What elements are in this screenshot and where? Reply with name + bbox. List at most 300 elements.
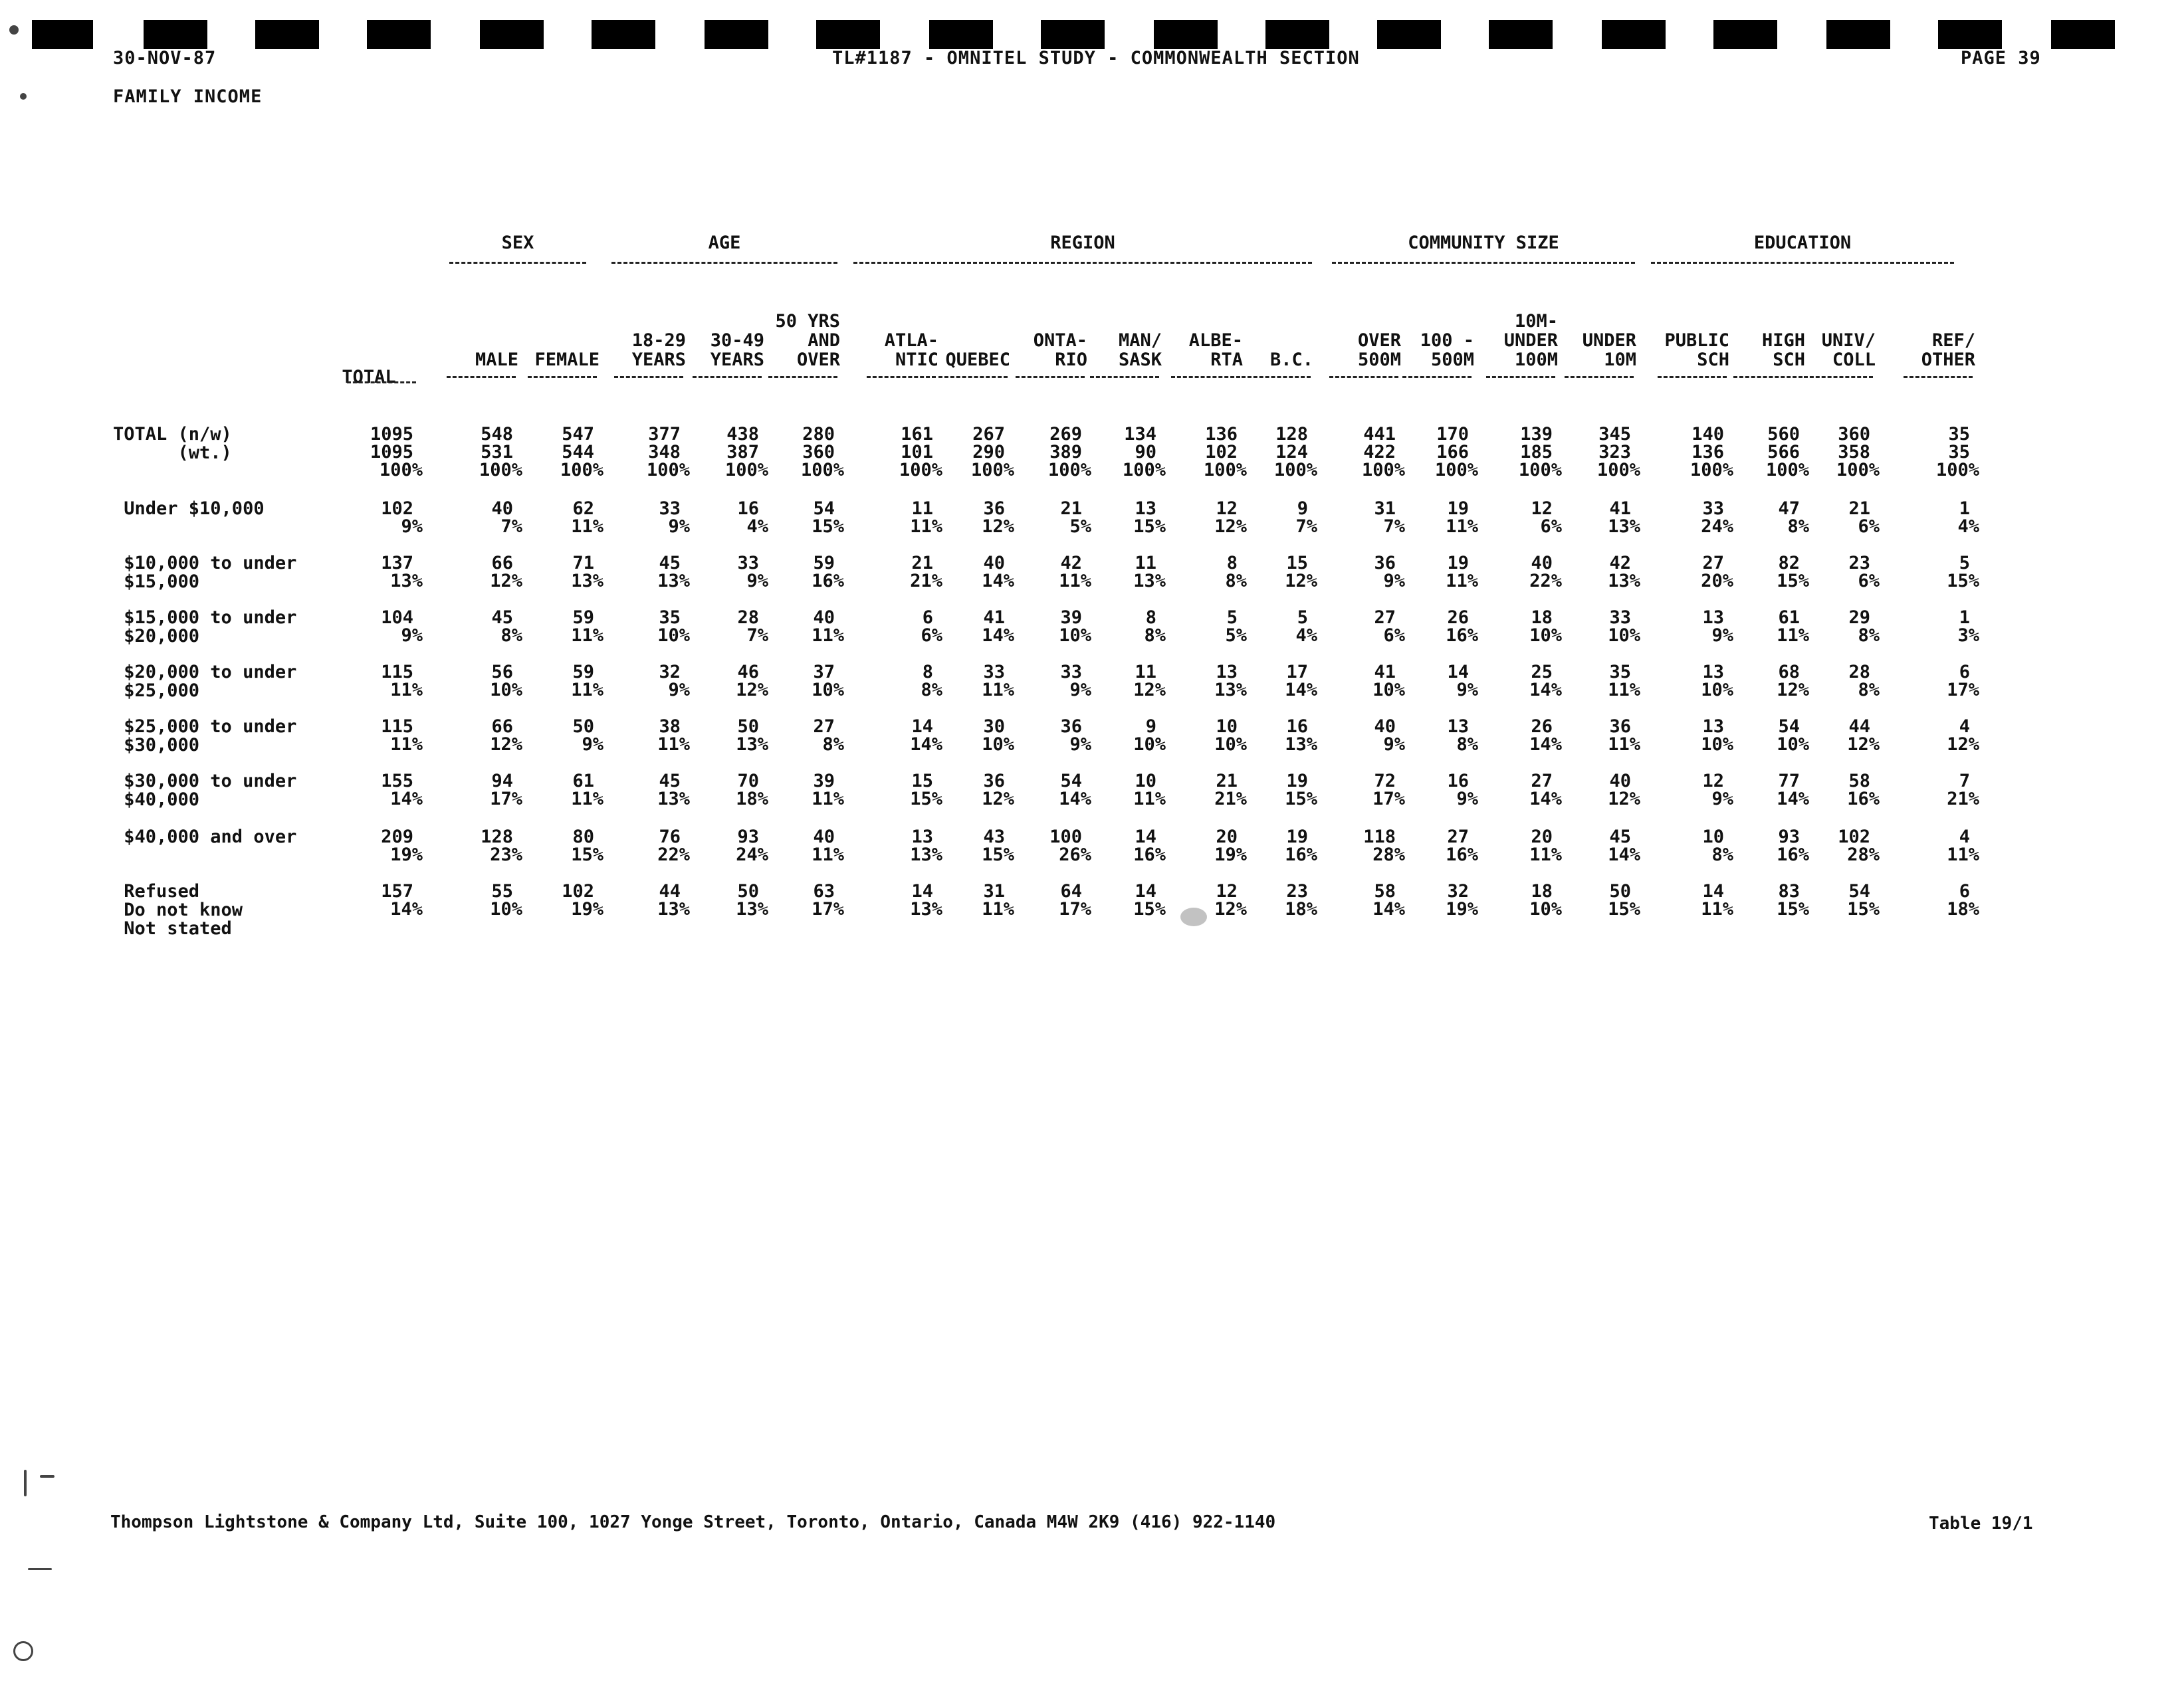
table-cell: 19 <box>1447 498 1469 519</box>
table-cell: 19 <box>1286 771 1308 791</box>
table-cell: 15% <box>982 845 1014 865</box>
table-cell: 44 <box>659 881 681 902</box>
table-cell: 290 <box>972 442 1005 462</box>
table-cell: 13% <box>1285 734 1317 755</box>
table-cell: 19% <box>1214 845 1247 865</box>
table-cell: 8% <box>1456 734 1478 755</box>
table-cell: 4 <box>1959 827 1970 847</box>
table-cell: 14 <box>911 716 933 737</box>
table-cell: 11% <box>1947 845 1979 865</box>
table-cell: 16% <box>1446 625 1478 646</box>
table-cell: 22% <box>1529 571 1562 591</box>
table-cell: 64 <box>1060 881 1082 902</box>
table-cell: 13% <box>736 899 768 920</box>
table-cell: 115 <box>381 662 413 682</box>
table-cell: 20% <box>1701 571 1733 591</box>
table-cell: 71 <box>572 553 594 573</box>
table-cell: 16 <box>737 498 759 519</box>
table-cell: 100% <box>1203 460 1247 480</box>
table-cell: 93 <box>1778 827 1800 847</box>
table-cell: 14 <box>1135 827 1156 847</box>
group-divider-age <box>611 262 837 264</box>
table-cell: 15% <box>571 845 603 865</box>
table-cell: 5% <box>1069 516 1091 537</box>
column-header-atlantic: ATLA- NTIC <box>884 330 938 370</box>
table-cell: 100% <box>646 460 690 480</box>
table-cell: 11% <box>571 680 603 700</box>
table-cell: 27 <box>1531 771 1553 791</box>
table-cell: 13% <box>910 899 942 920</box>
table-cell: 14 <box>1447 662 1469 682</box>
table-cell: 19% <box>1446 899 1478 920</box>
table-cell: 269 <box>1049 424 1082 445</box>
table-cell: 280 <box>802 424 835 445</box>
row-label: Refused Do not know Not stated <box>124 881 243 939</box>
table-cell: 12% <box>490 571 522 591</box>
table-cell: 377 <box>648 424 681 445</box>
column-header-age50: 50 YRS AND OVER <box>775 311 840 370</box>
table-cell: 9% <box>1456 789 1478 809</box>
table-cell: 9% <box>1711 789 1733 809</box>
column-header-under10m: UNDER 10M <box>1582 330 1636 370</box>
table-cell: 118 <box>1363 827 1396 847</box>
column-underline <box>768 376 837 378</box>
table-cell: 11% <box>812 845 844 865</box>
table-cell: 185 <box>1520 442 1553 462</box>
table-cell: 13 <box>1135 498 1156 519</box>
table-cell: 35 <box>1948 424 1970 445</box>
table-cell: 54 <box>1848 881 1870 902</box>
table-cell: 17% <box>1059 899 1091 920</box>
table-cell: 11% <box>812 625 844 646</box>
table-cell: 161 <box>901 424 933 445</box>
table-cell: 100% <box>800 460 844 480</box>
column-underline <box>1804 376 1873 378</box>
table-cell: 26% <box>1059 845 1091 865</box>
table-cell: 10% <box>1777 734 1809 755</box>
table-cell: 42 <box>1609 553 1631 573</box>
table-cell: 100% <box>1765 460 1809 480</box>
table-cell: 37 <box>813 662 835 682</box>
table-cell: 16% <box>1847 789 1880 809</box>
table-cell: 11% <box>910 516 942 537</box>
table-cell: 100% <box>1935 460 1979 480</box>
table-cell: 26 <box>1447 607 1469 628</box>
table-cell: 33 <box>1609 607 1631 628</box>
table-cell: 9% <box>1069 680 1091 700</box>
table-cell: 93 <box>737 827 759 847</box>
table-cell: 19% <box>390 845 423 865</box>
table-cell: 9 <box>1145 716 1156 737</box>
table-cell: 15% <box>812 516 844 537</box>
table-cell: 4% <box>1295 625 1317 646</box>
column-header-quebec: QUEBEC <box>945 350 1010 370</box>
table-cell: 41 <box>1374 662 1396 682</box>
table-cell: 70 <box>737 771 759 791</box>
table-cell: 11% <box>571 625 603 646</box>
table-cell: 10% <box>657 625 690 646</box>
company-address: Thompson Lightstone & Company Ltd, Suite 100, 1027 Yonge Street, Toronto, Ontario, Canada M4W 2K9 (416) 922-1140 <box>110 1512 1276 1532</box>
table-cell: 102 <box>381 498 413 519</box>
table-cell: 9% <box>401 625 423 646</box>
table-cell: 19% <box>571 899 603 920</box>
table-cell: 11% <box>1608 734 1640 755</box>
table-cell: 83 <box>1778 881 1800 902</box>
table-cell: 35 <box>1609 662 1631 682</box>
table-cell: 33 <box>1702 498 1724 519</box>
table-cell: 80 <box>572 827 594 847</box>
table-cell: 3% <box>1957 625 1979 646</box>
table-cell: 12% <box>1947 734 1979 755</box>
table-cell: 14% <box>1529 734 1562 755</box>
table-cell: 66 <box>491 716 513 737</box>
table-cell: 59 <box>572 662 594 682</box>
table-cell: 10% <box>982 734 1014 755</box>
table-cell: 45 <box>659 553 681 573</box>
group-header-age: AGE <box>708 233 741 253</box>
table-cell: 36 <box>1609 716 1631 737</box>
table-cell: 4% <box>1957 516 1979 537</box>
table-cell: 15% <box>1847 899 1880 920</box>
table-cell: 6% <box>1858 516 1880 537</box>
page-number: PAGE 39 <box>1961 48 2041 68</box>
table-cell: 43 <box>983 827 1005 847</box>
table-cell: 18% <box>736 789 768 809</box>
study-title: TL#1187 - OMNITEL STUDY - COMMONWEALTH SECTION <box>832 48 1360 68</box>
table-cell: 46 <box>737 662 759 682</box>
column-header-c10m_100m: 10M- UNDER 100M <box>1503 311 1558 370</box>
table-cell: 14 <box>911 881 933 902</box>
table-cell: 15% <box>1777 899 1809 920</box>
table-cell: 50 <box>737 716 759 737</box>
table-cell: 23% <box>490 845 522 865</box>
table-cell: 12% <box>736 680 768 700</box>
column-header-male: MALE <box>475 350 518 370</box>
table-cell: 8% <box>500 625 522 646</box>
table-cell: 72 <box>1374 771 1396 791</box>
table-cell: 58 <box>1848 771 1870 791</box>
table-cell: 387 <box>726 442 759 462</box>
table-cell: 14% <box>982 571 1014 591</box>
table-cell: 24% <box>1701 516 1733 537</box>
table-cell: 100% <box>1690 460 1733 480</box>
table-cell: 18 <box>1531 881 1553 902</box>
table-cell: 25 <box>1531 662 1553 682</box>
table-cell: 358 <box>1838 442 1870 462</box>
column-underline <box>1402 376 1472 378</box>
row-label: $40,000 and over <box>113 827 297 847</box>
table-cell: 28 <box>1848 662 1870 682</box>
row-label: TOTAL (n/w) (wt.) <box>113 424 232 463</box>
table-cell: 345 <box>1598 424 1631 445</box>
column-underline <box>1171 376 1240 378</box>
table-cell: 8% <box>1858 625 1880 646</box>
table-cell: 21 <box>1060 498 1082 519</box>
table-cell: 137 <box>381 553 413 573</box>
table-cell: 36 <box>983 498 1005 519</box>
table-cell: 136 <box>1692 442 1724 462</box>
table-cell: 7 <box>1959 771 1970 791</box>
table-cell: 20 <box>1531 827 1553 847</box>
table-cell: 68 <box>1778 662 1800 682</box>
table-cell: 548 <box>481 424 513 445</box>
column-underline <box>1733 376 1802 378</box>
table-cell: 124 <box>1275 442 1308 462</box>
table-cell: 36 <box>983 771 1005 791</box>
table-cell: 28% <box>1847 845 1880 865</box>
table-cell: 10% <box>1529 899 1562 920</box>
table-cell: 10 <box>1702 827 1724 847</box>
table-cell: 41 <box>983 607 1005 628</box>
column-underline <box>1486 376 1555 378</box>
table-cell: 12% <box>1214 899 1247 920</box>
table-cell: 58 <box>1374 881 1396 902</box>
table-cell: 13 <box>1216 662 1238 682</box>
table-cell: 19 <box>1447 553 1469 573</box>
table-cell: 10% <box>1529 625 1562 646</box>
column-header-age1829: 18-29 YEARS <box>631 330 686 370</box>
table-cell: 13% <box>657 789 690 809</box>
table-cell: 16% <box>1777 845 1809 865</box>
table-cell: 10% <box>1701 680 1733 700</box>
table-cell: 12% <box>982 789 1014 809</box>
table-cell: 100% <box>1836 460 1880 480</box>
table-cell: 12% <box>982 516 1014 537</box>
table-cell: 23 <box>1848 553 1870 573</box>
table-cell: 4% <box>746 516 768 537</box>
table-cell: 100% <box>1047 460 1091 480</box>
table-cell: 9% <box>668 680 690 700</box>
table-cell: 100% <box>1273 460 1317 480</box>
table-cell: 54 <box>1778 716 1800 737</box>
table-cell: 66 <box>491 553 513 573</box>
table-cell: 13% <box>1608 516 1640 537</box>
column-underline <box>1090 376 1159 378</box>
table-cell: 63 <box>813 881 835 902</box>
table-cell: 102 <box>1838 827 1870 847</box>
table-cell: 14% <box>1372 899 1405 920</box>
table-cell: 20 <box>1216 827 1238 847</box>
group-divider-sex <box>449 262 586 264</box>
column-underline <box>867 376 936 378</box>
column-header-public: PUBLIC SCH <box>1664 330 1729 370</box>
table-cell: 115 <box>381 716 413 737</box>
table-cell: 12 <box>1531 498 1553 519</box>
table-cell: 15% <box>1133 899 1166 920</box>
table-cell: 360 <box>1838 424 1870 445</box>
table-cell: 7% <box>1383 516 1405 537</box>
table-cell: 128 <box>1275 424 1308 445</box>
column-underline <box>693 376 762 378</box>
table-cell: 441 <box>1363 424 1396 445</box>
table-cell: 14% <box>390 899 423 920</box>
table-cell: 566 <box>1767 442 1800 462</box>
table-cell: 13% <box>1214 680 1247 700</box>
table-cell: 100% <box>560 460 603 480</box>
table-cell: 18% <box>1285 899 1317 920</box>
table-cell: 36 <box>1374 553 1396 573</box>
table-cell: 170 <box>1436 424 1469 445</box>
table-cell: 13% <box>657 571 690 591</box>
table-cell: 438 <box>726 424 759 445</box>
table-cell: 6 <box>922 607 933 628</box>
table-cell: 100% <box>724 460 768 480</box>
table-cell: 11% <box>982 680 1014 700</box>
table-cell: 10% <box>1372 680 1405 700</box>
table-cell: 134 <box>1124 424 1156 445</box>
table-cell: 7% <box>746 625 768 646</box>
table-cell: 18% <box>1947 899 1979 920</box>
column-underline <box>347 381 416 383</box>
table-cell: 209 <box>381 827 413 847</box>
row-label: $30,000 to under $40,000 <box>124 771 297 810</box>
report-date: 30-NOV-87 <box>113 48 217 68</box>
table-cell: 9% <box>1711 625 1733 646</box>
column-header-ontario: ONTA- RIO <box>1033 330 1087 370</box>
column-underline <box>1242 376 1311 378</box>
table-cell: 50 <box>1609 881 1631 902</box>
table-cell: 9% <box>1069 734 1091 755</box>
row-label: Under $10,000 <box>113 498 265 519</box>
table-cell: 6 <box>1959 881 1970 902</box>
table-cell: 11 <box>1135 553 1156 573</box>
table-cell: 12% <box>1777 680 1809 700</box>
table-cell: 11% <box>571 789 603 809</box>
table-cell: 139 <box>1520 424 1553 445</box>
column-underline <box>1904 376 1973 378</box>
table-cell: 102 <box>562 881 594 902</box>
table-cell: 35 <box>1948 442 1970 462</box>
table-cell: 9% <box>1383 571 1405 591</box>
table-cell: 8% <box>1144 625 1166 646</box>
table-cell: 17% <box>812 899 844 920</box>
table-cell: 14% <box>390 789 423 809</box>
table-cell: 15% <box>1608 899 1640 920</box>
table-cell: 13% <box>1133 571 1166 591</box>
table-cell: 39 <box>813 771 835 791</box>
table-cell: 22% <box>657 845 690 865</box>
table-cell: 11% <box>390 734 423 755</box>
table-cell: 13% <box>657 899 690 920</box>
table-cell: 14% <box>1608 845 1640 865</box>
table-cell: 6% <box>1383 625 1405 646</box>
table-cell: 12 <box>1216 498 1238 519</box>
table-cell: 100% <box>479 460 522 480</box>
row-label: $20,000 to under $25,000 <box>124 662 297 701</box>
table-cell: 33 <box>737 553 759 573</box>
table-cell: 13% <box>390 571 423 591</box>
table-id: Table 19/1 <box>1929 1514 2033 1534</box>
group-header-sex: SEX <box>501 233 534 253</box>
row-label: $15,000 to under $20,000 <box>124 607 297 647</box>
table-cell: 32 <box>659 662 681 682</box>
table-cell: 40 <box>1609 771 1631 791</box>
table-cell: 27 <box>813 716 835 737</box>
table-cell: 13% <box>910 845 942 865</box>
table-cell: 348 <box>648 442 681 462</box>
table-cell: 10% <box>1133 734 1166 755</box>
table-cell: 15 <box>911 771 933 791</box>
table-cell: 10% <box>490 899 522 920</box>
table-cell: 100% <box>970 460 1014 480</box>
table-cell: 13 <box>911 827 933 847</box>
table-cell: 11% <box>1701 899 1733 920</box>
table-cell: 11% <box>982 899 1014 920</box>
table-cell: 15% <box>1947 571 1979 591</box>
table-cell: 11% <box>1446 516 1478 537</box>
table-cell: 11% <box>1529 845 1562 865</box>
column-header-high: HIGH SCH <box>1761 330 1805 370</box>
table-cell: 157 <box>381 881 413 902</box>
table-cell: 56 <box>491 662 513 682</box>
table-cell: 15% <box>1777 571 1809 591</box>
table-cell: 12% <box>1214 516 1247 537</box>
table-cell: 155 <box>381 771 413 791</box>
table-cell: 40 <box>813 607 835 628</box>
column-underline <box>1016 376 1085 378</box>
table-cell: 100 <box>1049 827 1082 847</box>
table-cell: 100% <box>1361 460 1405 480</box>
table-cell: 9% <box>1456 680 1478 700</box>
column-underline <box>1329 376 1398 378</box>
table-cell: 17% <box>490 789 522 809</box>
table-cell: 27 <box>1702 553 1724 573</box>
table-cell: 422 <box>1363 442 1396 462</box>
table-cell: 17% <box>1947 680 1979 700</box>
table-cell: 16 <box>1286 716 1308 737</box>
table-cell: 14% <box>1285 680 1317 700</box>
column-underline <box>447 376 516 378</box>
table-cell: 39 <box>1060 607 1082 628</box>
table-cell: 100% <box>899 460 942 480</box>
table-cell: 14% <box>982 625 1014 646</box>
table-cell: 59 <box>813 553 835 573</box>
table-cell: 11% <box>1059 571 1091 591</box>
table-cell: 12 <box>1702 771 1724 791</box>
table-cell: 12% <box>1285 571 1317 591</box>
table-cell: 33 <box>1060 662 1082 682</box>
table-cell: 16% <box>1285 845 1317 865</box>
table-cell: 10% <box>1214 734 1247 755</box>
table-cell: 40 <box>983 553 1005 573</box>
table-cell: 38 <box>659 716 681 737</box>
table-cell: 14% <box>910 734 942 755</box>
table-cell: 13% <box>1608 571 1640 591</box>
table-cell: 31 <box>983 881 1005 902</box>
table-cell: 7% <box>1295 516 1317 537</box>
table-cell: 12% <box>1847 734 1880 755</box>
column-header-over500m: OVER 500M <box>1357 330 1401 370</box>
table-cell: 35 <box>659 607 681 628</box>
table-cell: 54 <box>1060 771 1082 791</box>
column-underline <box>1565 376 1634 378</box>
table-cell: 8 <box>1145 607 1156 628</box>
group-header-community-size: COMMUNITY SIZE <box>1408 233 1559 253</box>
table-cell: 140 <box>1692 424 1724 445</box>
table-cell: 10% <box>1059 625 1091 646</box>
table-cell: 10% <box>812 680 844 700</box>
table-cell: 27 <box>1374 607 1396 628</box>
table-cell: 13 <box>1702 662 1724 682</box>
table-cell: 8% <box>921 680 942 700</box>
table-cell: 59 <box>572 607 594 628</box>
table-cell: 76 <box>659 827 681 847</box>
table-cell: 9% <box>1383 734 1405 755</box>
table-cell: 11% <box>1608 680 1640 700</box>
table-cell: 8 <box>1226 553 1238 573</box>
table-cell: 27 <box>1447 827 1469 847</box>
table-cell: 50 <box>737 881 759 902</box>
